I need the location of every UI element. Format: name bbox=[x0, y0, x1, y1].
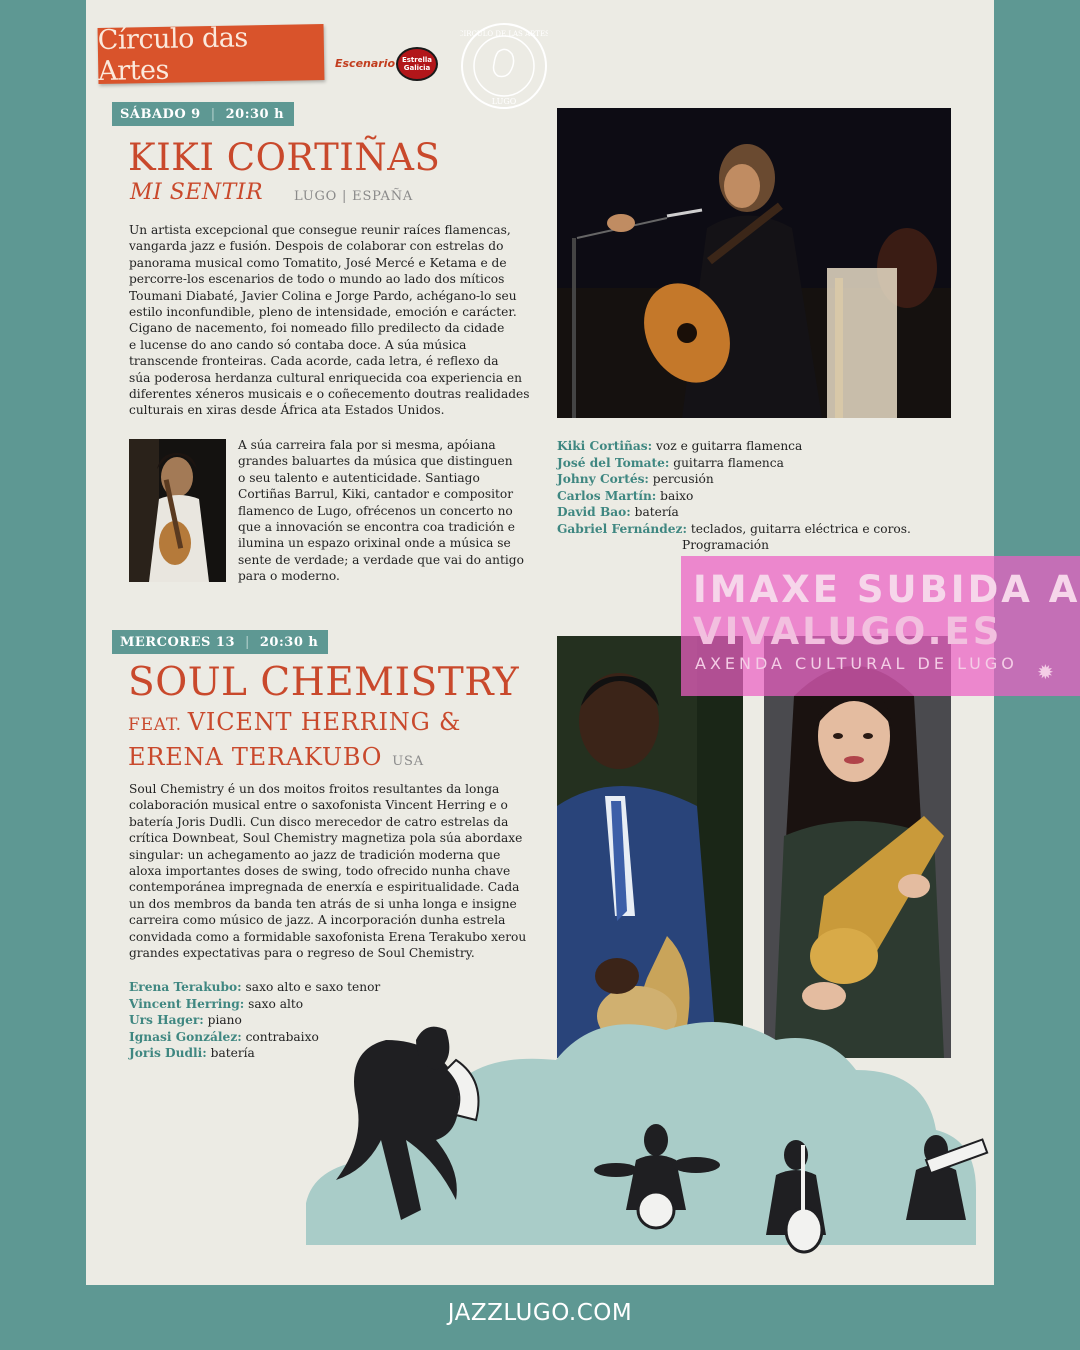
separator: | bbox=[210, 106, 216, 122]
lineup-row bbox=[557, 521, 977, 538]
text-line: que a innovación se encontra coa tradición e bbox=[238, 520, 516, 535]
musician-name: Carlos Martín: bbox=[557, 488, 657, 503]
text-line: panorama musical como Tomatito, José Mercé e Ketama e de bbox=[129, 255, 507, 270]
sponsor-name: Estrella Galicia bbox=[401, 56, 433, 72]
brand-name: Círculo das Artes bbox=[97, 22, 248, 87]
text-line: sente de verdade; a verdade que vai do antigo bbox=[238, 552, 524, 567]
musician-name: Joris Dudli: bbox=[129, 1046, 207, 1060]
musician-role: saxo alto e saxo tenor bbox=[241, 980, 381, 994]
event1-description-2 bbox=[238, 437, 538, 585]
event1-description bbox=[129, 222, 539, 419]
text-line: grandes baluartes da música que distinguen bbox=[238, 454, 513, 469]
event2-origin: USA bbox=[392, 754, 424, 769]
text-line: A súa carreira fala por si mesma, apóiana bbox=[238, 438, 496, 452]
musician-name: Erena Terakubo: bbox=[129, 980, 242, 994]
text-line: Un artista excepcional que consegue reunir raíces flamencas, bbox=[129, 223, 511, 237]
text-line: contemporánea impregnada de enerxía e espiritualidade. Cada bbox=[129, 880, 520, 895]
musician-name: Vincent Herring: bbox=[129, 996, 245, 1011]
musician-role: saxo alto bbox=[244, 996, 304, 1011]
musician-role: baixo bbox=[656, 488, 694, 503]
musicians-illustration bbox=[306, 970, 994, 1285]
musician-role: contrabaixo bbox=[241, 1029, 319, 1044]
text-line: flamenco de Lugo, ofrécenos un concerto no bbox=[238, 503, 513, 518]
text-line: súa poderosa herdanza cultural enriquecida coa experiencia en bbox=[129, 370, 522, 385]
text-line: Cortiñas Barrul, Kiki, cantador e compositor bbox=[238, 487, 514, 502]
musician-name: Urs Hager: bbox=[129, 1013, 204, 1027]
musician-role: batería bbox=[630, 505, 679, 519]
text-line: Cigano de nacemento, foi nomeado fillo predilecto da cidade bbox=[129, 321, 505, 336]
musician-role: percusión bbox=[648, 472, 714, 486]
event2-featuring bbox=[128, 706, 461, 778]
seal-icon bbox=[460, 22, 548, 110]
musician-name: Kiki Cortiñas: bbox=[557, 439, 653, 453]
event2-description bbox=[129, 781, 539, 961]
musician-name: David Bao: bbox=[557, 505, 631, 519]
text-line: culturais en xiras desde África ata Estados Unidos. bbox=[129, 403, 445, 418]
musician-name: Gabriel Fernández: bbox=[557, 521, 687, 536]
text-line: vangarda jazz e fusión. Despois de colaborar con estrelas do bbox=[129, 239, 504, 254]
upload-watermark bbox=[681, 556, 1080, 696]
event1-artist: KIKI CORTIÑAS bbox=[128, 136, 441, 179]
musician-role: guitarra flamenca bbox=[669, 455, 784, 470]
event1-origin: LUGO | ESPAÑA bbox=[294, 189, 414, 204]
seal-logo bbox=[460, 22, 548, 110]
event1-show-title: MI SENTIR bbox=[130, 180, 264, 205]
text-line: aloxa importantes doses de swing, todo ofrecido nunha chave bbox=[129, 864, 511, 879]
kiki-concert-photo bbox=[557, 108, 951, 418]
footer-url[interactable]: JAZZLUGO.COM bbox=[447, 1300, 633, 1326]
event1-lineup bbox=[557, 438, 977, 554]
svg-text:LUGO: LUGO bbox=[491, 97, 517, 106]
svg-text:CIRCULO DE LAS ARTES: CIRCULO DE LAS ARTES bbox=[460, 30, 548, 38]
text-line: Toumani Diabaté, Javier Colina e Jorge Pardo, achégano-lo seu bbox=[129, 288, 517, 303]
text-line: diferentes xéneros musicais e o coñecemento doutras realidades bbox=[129, 387, 530, 402]
musician-role: teclados, guitarra eléctrica e coros. bbox=[686, 521, 911, 536]
text-line: e lucense do ano cando só contaba doce. A súa música bbox=[129, 337, 467, 352]
event2-day: MERCORES 13 bbox=[120, 634, 235, 650]
text-line: convidada como a formidable saxofonista Erena Terakubo xerou bbox=[129, 929, 527, 944]
feat-line-2: ERENA TERAKUBO bbox=[128, 743, 383, 771]
text-line: transcende fronteiras. Cada acorde, cada letra, é reflexo da bbox=[129, 354, 499, 369]
lineup-row bbox=[557, 471, 977, 488]
musician-name: Ignasi González: bbox=[129, 1029, 242, 1044]
watermark-line-3: AXENDA CULTURAL DE LUGO bbox=[695, 654, 1018, 673]
text-line: ilumina un espazo orixinal onde a música se bbox=[238, 536, 511, 551]
event1-day: SÁBADO 9 bbox=[120, 106, 201, 122]
text-line: crítica Downbeat, Soul Chemistry magnetiza pola súa abordaxe bbox=[129, 831, 523, 846]
musician-role: piano bbox=[203, 1013, 242, 1027]
musician-name: Johny Cortés: bbox=[557, 472, 649, 486]
event1-date-bar bbox=[112, 102, 294, 126]
text-line: colaboración musical entre o saxofonista Vincent Herring e o bbox=[129, 798, 508, 813]
lineup-row bbox=[557, 455, 977, 472]
text-line: batería Joris Dudli. Cun disco merecedor de catro estrelas da bbox=[129, 814, 509, 829]
text-line: carreira como músico de jazz. A incorporación dunha estrela bbox=[129, 913, 506, 928]
lineup-row bbox=[557, 488, 977, 505]
text-line: estilo inconfundible, pleno de intensidade, emoción e carácter. bbox=[129, 305, 517, 320]
lineup-row bbox=[557, 438, 977, 455]
lineup-extra: Programación bbox=[682, 538, 769, 552]
text-line: un dos membros da banda ten atrás de si unha longa e insigne bbox=[129, 896, 517, 911]
musician-role: batería bbox=[206, 1046, 255, 1060]
text-line: Soul Chemistry é un dos moitos froitos resultantes da longa bbox=[129, 782, 500, 796]
event2-date-bar bbox=[112, 630, 328, 654]
text-line: para o moderno. bbox=[238, 569, 340, 584]
watermark-line-1: IMAXE SUBIDA A bbox=[693, 568, 1080, 611]
text-line: o seu talento e autenticidade. Santiago bbox=[238, 470, 480, 485]
separator: | bbox=[245, 634, 250, 650]
musician-name: José del Tomate: bbox=[557, 455, 670, 470]
event2-artist: SOUL CHEMISTRY bbox=[128, 660, 520, 705]
text-line: percorre-los escenarios de todo o mundo ao lado dos míticos bbox=[129, 272, 505, 287]
text-line: singular: un achegamento ao jazz de tradición moderna que bbox=[129, 847, 501, 862]
musician-role: voz e guitarra flamenca bbox=[652, 439, 803, 453]
feat-prefix: FEAT. bbox=[128, 715, 182, 735]
lineup-row bbox=[557, 504, 977, 521]
brand-label bbox=[97, 22, 325, 87]
watermark-line-2: VIVALUGO.ES bbox=[693, 610, 1003, 653]
kiki-portrait-photo bbox=[129, 439, 226, 582]
scenario-label: Escenario bbox=[335, 57, 396, 70]
event1-time: 20:30 h bbox=[225, 106, 285, 122]
sponsor-logo bbox=[396, 47, 438, 81]
text-line: grandes expectativas para o regreso de Soul Chemistry. bbox=[129, 946, 475, 961]
feat-line-1: VICENT HERRING & bbox=[187, 708, 462, 736]
star-icon: ✹ bbox=[1037, 660, 1054, 684]
event2-time: 20:30 h bbox=[259, 634, 319, 650]
